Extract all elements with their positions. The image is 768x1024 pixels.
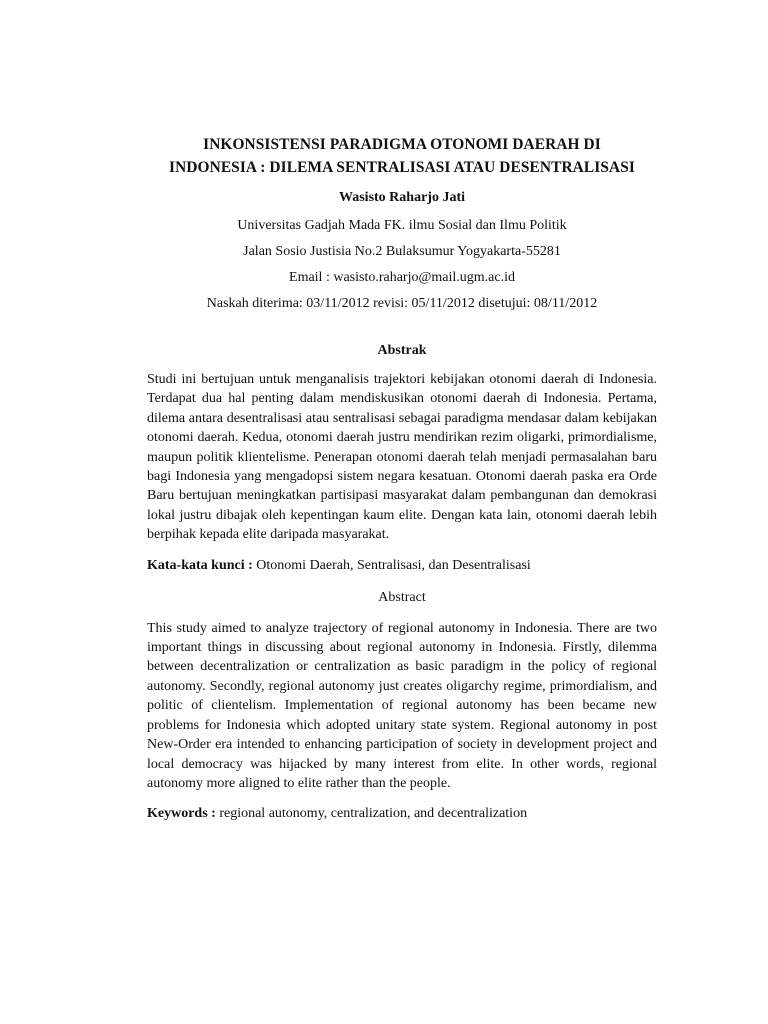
address: Jalan Sosio Justisia No.2 Bulaksumur Yogyakarta-55281 — [243, 244, 561, 259]
kata-kunci — [147, 557, 657, 575]
kata-kunci-label: Kata-kata kunci : — [147, 557, 253, 573]
affiliation: Universitas Gadjah Mada FK. ilmu Sosial dan Ilmu Politik — [237, 218, 567, 233]
kata-kunci-values: Otonomi Daerah, Sentralisasi, dan Desentralisasi — [252, 557, 531, 573]
keywords-label: Keywords : — [147, 806, 216, 822]
paper-title-line-1: INKONSISTENSI PARADIGMA OTONOMI DAERAH DI — [203, 136, 601, 153]
keywords — [147, 805, 657, 823]
abstract-body: This study aimed to analyze trajectory of regional autonomy in Indonesia. There are two important things in discussing about regional autonomy in Indonesia. Firstly, dilemma between decentralization or centralization as basic paradigm in the policy of regional autonomy. Secondly, regional autonomy just creates oligarchy regime, primordialism, and politic of clientelism. Implementation of regional autonomy has been became new problems for Indonesia which adopted unitary state system. Regional autonomy in post New-Order era intended to enhancing participation of society in development project and local democracy was hijacked by many interest from elite. In other words, regional autonomy more aligned to elite rather than the people. — [147, 620, 657, 791]
paper-title-line-2: INDONESIA : DILEMA SENTRALISASI ATAU DESENTRALISASI — [169, 159, 635, 176]
author-name: Wasisto Raharjo Jati — [339, 190, 465, 205]
keywords-values: regional autonomy, centralization, and decentralization — [215, 806, 528, 822]
paper-title — [147, 133, 657, 179]
paper-page — [147, 133, 657, 823]
abstrak-body: Studi ini bertujuan untuk menganalisis trajektori kebijakan otonomi daerah di Indonesia. Terdapat dua hal penting dalam mendiskusikan otonomi daerah di Indonesia. Pertama, dilema antara desentralisasi atau sentralisasi sebagai paradigma mendasar dalam kebijakan otonomi daerah. Kedua, otonomi daerah justru mendirikan rezim oligarki, primordialisme, maupun politik klientelisme. Penerapan otonomi daerah telah menjadi permasalahan baru bagi Indonesia yang mengadopsi sistem negara kesatuan. Otonomi daerah paska era Orde Baru bertujuan meningkatkan partisipasi masyarakat dalam pembangunan dan demokrasi lokal justru dibajak oleh kepentingan kaum elite. Dengan kata lain, otonomi daerah lebih berpihak kepada elite daripada masyarakat. — [147, 372, 657, 543]
abstract-heading: Abstract — [378, 589, 426, 605]
email: Email : wasisto.raharjo@mail.ugm.ac.id — [289, 270, 515, 285]
abstrak-heading: Abstrak — [377, 343, 427, 358]
manuscript-dates: Naskah diterima: 03/11/2012 revisi: 05/11/2012 disetujui: 08/11/2012 — [206, 296, 598, 311]
